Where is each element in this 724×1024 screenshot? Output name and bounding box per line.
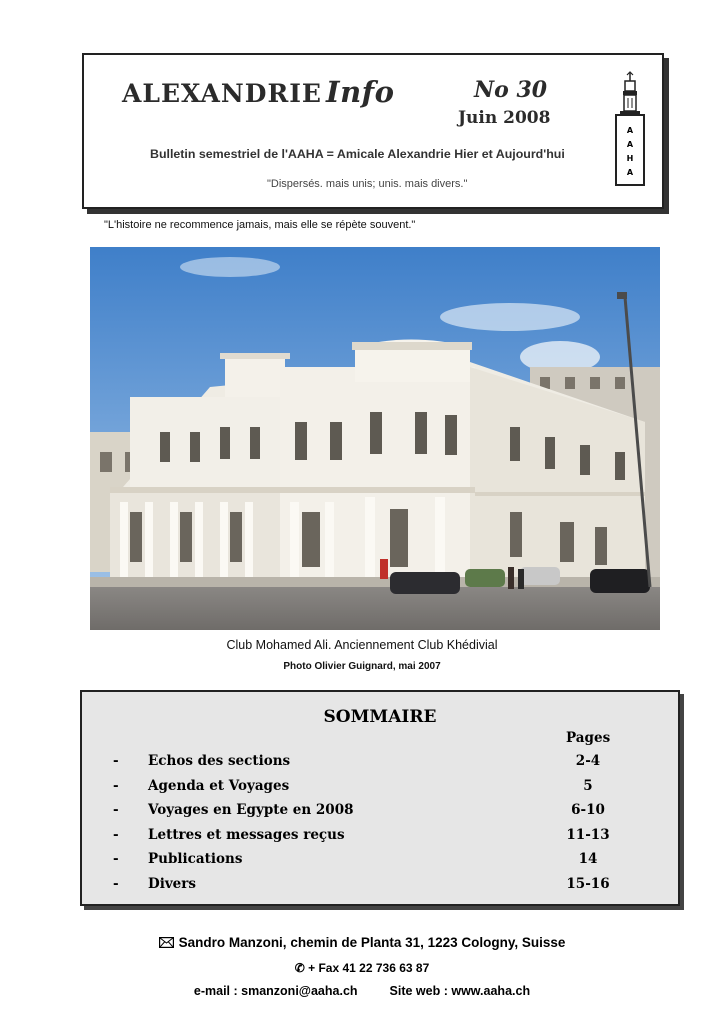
- toc-item-pages: 11-13: [566, 827, 610, 843]
- issue-date: Juin 2008: [458, 108, 551, 128]
- toc-bullet: -: [113, 851, 119, 867]
- toc-pages-header: Pages: [566, 730, 611, 746]
- logo-letter: A: [626, 168, 634, 177]
- bulletin-subtitle: Bulletin semestriel de l'AAHA = Amicale Alexandrie Hier et Aujourd'hui: [150, 147, 565, 161]
- toc-item-pages: 14: [578, 851, 598, 867]
- lighthouse-logo-icon: [610, 71, 650, 189]
- title-main: ALEXANDRIE: [122, 79, 322, 108]
- masthead: [82, 53, 664, 209]
- toc-item-label: Publications: [148, 851, 243, 867]
- toc-item-pages: 15-16: [566, 876, 610, 892]
- toc-bullet: -: [113, 753, 119, 769]
- photo-caption: Club Mohamed Ali. Anciennement Club Khédivial: [226, 638, 498, 652]
- contact-line: [0, 984, 724, 998]
- table-of-contents: [80, 690, 680, 906]
- club-building-image: [90, 247, 660, 630]
- email-text: e-mail : smanzoni@aaha.ch: [193, 984, 358, 998]
- title-italic: Info: [326, 75, 395, 109]
- toc-item: [82, 876, 678, 898]
- phone-fax: ✆ + Fax 41 22 736 63 87: [294, 961, 430, 975]
- toc-item-label: Echos des sections: [148, 753, 291, 769]
- toc-bullet: -: [113, 827, 119, 843]
- postal-address: [0, 935, 724, 950]
- website-text: Site web : www.aaha.ch: [389, 984, 531, 998]
- cover-photo: [90, 247, 660, 630]
- toc-item: [82, 778, 678, 800]
- envelope-icon: [159, 937, 174, 948]
- photo-credit: Photo Olivier Guignard, mai 2007: [283, 661, 441, 672]
- bulletin-motto: "Dispersés. mais unis; unis. mais divers.": [267, 178, 468, 190]
- toc-item-label: Lettres et messages reçus: [148, 827, 345, 843]
- toc-item-label: Divers: [148, 876, 196, 892]
- toc-item: [82, 851, 678, 873]
- toc-item: [82, 827, 678, 849]
- toc-item-pages: 5: [583, 778, 593, 794]
- toc-bullet: -: [113, 778, 119, 794]
- logo-letter: A: [626, 140, 634, 149]
- logo-letter: A: [626, 126, 634, 135]
- toc-item-label: Voyages en Egypte en 2008: [148, 802, 354, 818]
- toc-item-pages: 6-10: [571, 802, 605, 818]
- bulletin-title: [122, 75, 394, 109]
- toc-bullet: -: [113, 876, 119, 892]
- toc-item: [82, 753, 678, 775]
- toc-bullet: -: [113, 802, 119, 818]
- toc-item-pages: 2-4: [575, 753, 601, 769]
- issue-number: No 30: [474, 77, 548, 103]
- toc-item-label: Agenda et Voyages: [148, 778, 290, 794]
- toc-item: [82, 802, 678, 824]
- address-text: Sandro Manzoni, chemin de Planta 31, 1223 Cologny, Suisse: [178, 935, 566, 950]
- toc-title: SOMMAIRE: [323, 707, 437, 727]
- epigraph-quote: "L'histoire ne recommence jamais, mais elle se répète souvent.": [104, 219, 416, 231]
- logo-letter: H: [626, 154, 634, 163]
